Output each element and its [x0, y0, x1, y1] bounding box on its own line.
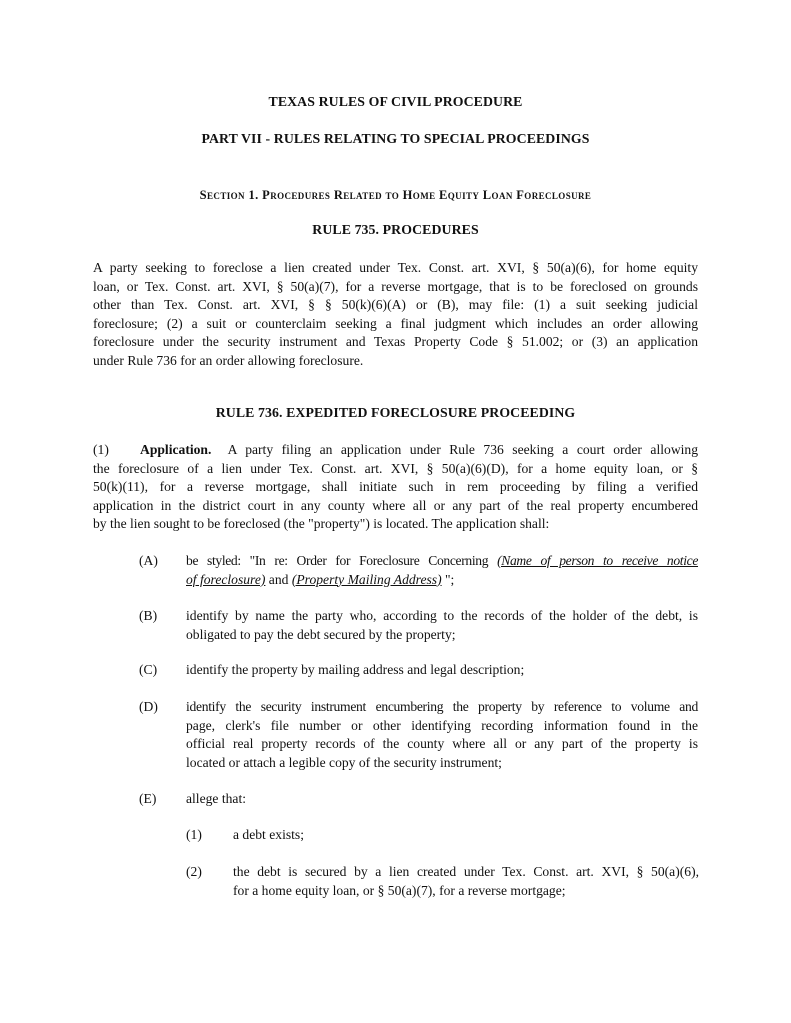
- item-e-line: allege that:: [186, 791, 247, 806]
- subitem-2-label: (2): [186, 864, 202, 879]
- subitem-2-line: the debt is secured by a lien created under Tex. Const. art. XVI, § 50(a)(6),: [233, 864, 699, 879]
- document-title: TEXAS RULES OF CIVIL PROCEDURE: [268, 94, 523, 109]
- rule-736-line: by the lien sought to be foreclosed (the "property") is located. The application shall:: [93, 516, 550, 532]
- subitem-1-body: [233, 826, 699, 845]
- rule-736-line: application in the district court in any county where all or any part of the real property encumbered: [93, 497, 698, 513]
- subitem-2-body: [233, 863, 699, 900]
- item-c-label: (C): [139, 662, 158, 677]
- item-a-name-placeholder: (Name of person to receive notice: [497, 553, 699, 568]
- item-e-label: (E): [139, 791, 157, 806]
- item-a-body: [186, 552, 698, 589]
- rule-735-line: under Rule 736 for an order allowing foreclosure.: [93, 352, 364, 368]
- item-a-line-2: [186, 571, 698, 590]
- item-a-and: and: [265, 571, 292, 587]
- rule-735-heading: RULE 735. PROCEDURES: [312, 222, 479, 237]
- rule-736-first-line: [93, 441, 698, 460]
- part-title: PART VII - RULES RELATING TO SPECIAL PROCEEDINGS: [201, 131, 590, 146]
- item-d-body: [186, 698, 698, 772]
- item-d-label: (D): [139, 699, 158, 714]
- item-e-body: [186, 790, 698, 809]
- subitem-1-label: (1): [186, 827, 202, 842]
- item-a-suffix: ";: [441, 571, 455, 587]
- item-b-line: identify by name the party who, according to the records of the holder of the debt, is: [186, 608, 698, 623]
- item-a-name-placeholder-cont: of foreclosure): [186, 571, 266, 587]
- item-b-body: [186, 607, 698, 644]
- item-b-line: obligated to pay the debt secured by the property;: [186, 626, 456, 642]
- item-a-line-1: [186, 552, 698, 571]
- rule-735-line: foreclosure under the security instrument and Texas Property Code § 51.002; or (3) an application: [93, 334, 698, 350]
- rule-735-line: A party seeking to foreclose a lien created under Tex. Const. art. XVI, § 50(a)(6), for home equity: [93, 260, 698, 275]
- item-b-label: (B): [139, 608, 158, 623]
- subitem-2-line: for a home equity loan, or § 50(a)(7), for a reverse mortgage;: [233, 882, 566, 898]
- rule-736-first-line-text: A party filing an application under Rule 736 seeking a court order allowing: [227, 442, 698, 457]
- rule-736-heading: RULE 736. EXPEDITED FORECLOSURE PROCEEDING: [215, 405, 576, 420]
- item-c-body: [186, 661, 698, 680]
- rule-736-line: 50(k)(11), for a reverse mortgage, shall initiate such in rem proceeding by filing a verified: [93, 479, 698, 495]
- item-a-address-placeholder: (Property Mailing Address): [291, 571, 442, 587]
- application-label: Application.: [140, 442, 212, 457]
- item-c-line: identify the property by mailing address and legal description;: [186, 662, 525, 677]
- rule-735-line: loan, or Tex. Const. art. XVI, § 50(a)(7), for a reverse mortgage, that is to be foreclosed on grounds: [93, 278, 698, 294]
- item-d-line: official real property records of the county where all or any part of the property is: [186, 736, 698, 752]
- section-heading: Section 1. Procedures Related to Home Equity Loan Foreclosure: [199, 188, 592, 202]
- rule-735-line: other than Tex. Const. art. XVI, § § 50(k)(6)(A) or (B), may file: (1) a suit seeking judicial: [93, 297, 698, 313]
- item-a-label: (A): [139, 553, 158, 568]
- rule-736-paragraph-1: [93, 441, 698, 534]
- item-a-prefix: be styled: "In re: Order for Foreclosure Concerning: [186, 553, 498, 568]
- subitem-1-line: a debt exists;: [233, 827, 304, 842]
- rule-735-paragraph: [93, 259, 698, 371]
- item-d-line: located or attach a legible copy of the security instrument;: [186, 754, 502, 770]
- item-d-line: identify the security instrument encumbering the property by reference to volume and: [186, 699, 698, 714]
- item-d-line: page, clerk's file number or other identifying recording information found in the: [186, 717, 698, 733]
- rule-735-line: foreclosure; (2) a suit or counterclaim seeking a final judgment which includes an order allowing: [93, 315, 698, 331]
- rule-736-line: the foreclosure of a lien under Tex. Const. art. XVI, § 50(a)(6)(D), for a home equity loan, or §: [93, 460, 698, 476]
- paragraph-number: (1): [93, 442, 109, 457]
